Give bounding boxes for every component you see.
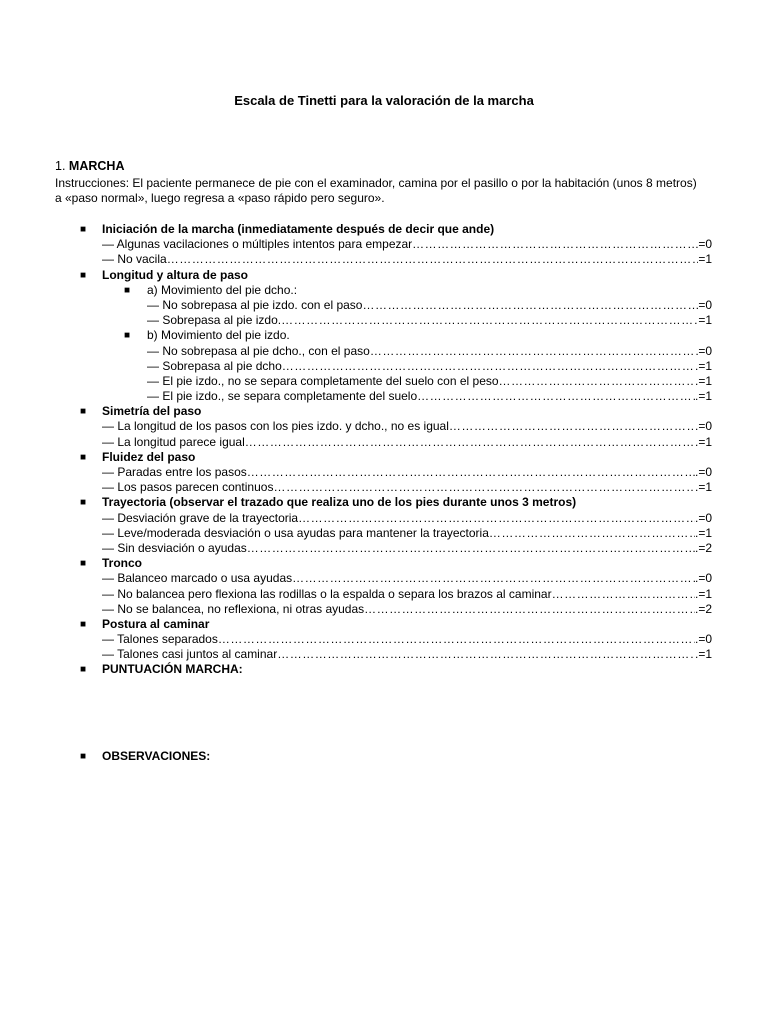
- list-item: [0, 495, 768, 556]
- row-label: — Talones casi juntos al caminar: [102, 647, 278, 662]
- section-name: MARCHA: [68, 159, 125, 173]
- row-label: — No balancea pero flexiona las rodillas o la espalda o separa los brazos al caminar: [102, 586, 552, 601]
- score-row: [102, 541, 712, 556]
- row-score: .=2: [694, 601, 712, 616]
- bullet-icon: ■: [124, 330, 131, 342]
- leader-dots: [167, 252, 699, 267]
- list-item: [0, 662, 768, 677]
- row-score: =0: [698, 297, 712, 312]
- section-heading: [55, 159, 124, 174]
- row-label: — El pie izdo., no se separa completamente del suelo con el peso: [147, 373, 499, 388]
- leader-dots: [247, 465, 695, 480]
- row-score: .=0: [694, 510, 712, 525]
- bullet-icon: ■: [80, 618, 87, 630]
- leader-dots: [298, 511, 695, 526]
- score-row: [102, 602, 712, 617]
- row-label: — Paradas entre los pasos: [102, 465, 247, 479]
- row-score: .=0: [694, 419, 712, 434]
- row-score: .=2: [694, 540, 712, 555]
- item-title: Simetría del paso: [102, 404, 202, 419]
- bullet-icon: ■: [80, 406, 87, 418]
- score-row: [102, 571, 712, 586]
- row-score: .=0: [694, 632, 712, 647]
- row-label: — La longitud de los pasos con los pies izdo. y dcho., no es igual: [102, 419, 449, 434]
- row-score: .=1: [694, 480, 712, 495]
- leader-dots: [362, 298, 698, 313]
- row-label: — Balanceo marcado o usa ayudas: [102, 571, 293, 586]
- row-label: — El pie izdo., se separa completamente del suelo: [147, 389, 418, 404]
- score-row: [102, 647, 712, 662]
- row-label: — Los pasos parecen continuos: [102, 480, 274, 495]
- row-score: .=1: [694, 525, 712, 540]
- score-row: [102, 252, 712, 267]
- item-list: [0, 222, 768, 678]
- row-score: .=1: [694, 586, 712, 601]
- list-item: [0, 617, 768, 663]
- row-label: — Sin desviación o ayudas: [102, 540, 247, 555]
- row-label: — No se balancea, no reflexiona, ni otras ayudas: [102, 601, 365, 616]
- row-score: .=0: [694, 571, 712, 586]
- leader-dots: [292, 571, 695, 586]
- row-label: — Sobrepasa al pie dcho: [147, 358, 282, 373]
- row-score: .=1: [694, 647, 712, 662]
- row-score: .=1: [694, 373, 712, 388]
- row-label: — Sobrepasa al pie izdo.: [147, 313, 282, 328]
- list-item: [0, 404, 768, 450]
- bullet-icon: ■: [124, 284, 131, 296]
- leader-dots: [218, 632, 695, 647]
- leader-dots: [247, 541, 695, 556]
- score-row: [102, 587, 712, 602]
- subitem-title: a) Movimiento del pie dcho.:: [147, 282, 298, 297]
- item-title: Postura al caminar: [102, 616, 210, 631]
- row-label: — No sobrepasa al pie izdo. con el paso: [147, 297, 363, 312]
- score-row: [102, 480, 712, 495]
- score-row: [102, 465, 712, 480]
- bullet-icon: ■: [80, 451, 87, 463]
- row-score: .=1: [694, 358, 712, 373]
- sub-list-item: [102, 328, 768, 404]
- leader-dots: [489, 526, 695, 541]
- list-item: [0, 450, 768, 496]
- score-row: [147, 359, 712, 374]
- score-row: [102, 435, 712, 450]
- leader-dots: [277, 647, 695, 662]
- bullet-icon: ■: [80, 558, 87, 570]
- leader-dots: [281, 313, 698, 328]
- leader-dots: [282, 359, 695, 374]
- list-item: [0, 749, 768, 764]
- score-row: [102, 511, 712, 526]
- row-label: — La longitud parece igual: [102, 434, 245, 449]
- leader-dots: [370, 344, 699, 359]
- bullet-icon: ■: [80, 664, 87, 676]
- section-instructions: Instrucciones: El paciente permanece de pie con el examinador, camina por el pasillo o por la habitación (unos 8 metros) a «paso normal», luego regresa a «paso rápido pero seguro».: [55, 176, 697, 206]
- sub-list-item: [102, 283, 768, 329]
- bullet-icon: ■: [80, 224, 87, 235]
- row-label: — Algunas vacilaciones o múltiples intentos para empezar: [102, 237, 413, 252]
- score-row: [147, 298, 712, 313]
- subitem-title: b) Movimiento del pie izdo.: [147, 328, 290, 343]
- row-score: =1: [698, 252, 712, 267]
- leader-dots: [499, 374, 695, 389]
- item-title: Fluidez del paso: [102, 449, 196, 464]
- row-label: — Talones separados: [102, 632, 218, 647]
- item-title: Trayectoria (observar el trazado que realiza uno de los pies durante unos 3 metros): [102, 495, 577, 510]
- item-title: Tronco: [102, 556, 143, 571]
- row-score: =0: [698, 343, 712, 358]
- row-label: — No sobrepasa al pie dcho., con el paso: [147, 343, 370, 358]
- leader-dots: [364, 602, 695, 617]
- row-label: — No vacila: [102, 252, 167, 267]
- row-score: =1: [698, 313, 712, 328]
- page-title: Escala de Tinetti para la valoración de la marcha: [234, 93, 534, 108]
- leader-dots: [417, 389, 695, 404]
- row-label: — Desviación grave de la trayectoria: [102, 510, 299, 525]
- row-label: — Leve/moderada desviación o usa ayudas para mantener la trayectoria: [102, 525, 489, 540]
- leader-dots: [273, 480, 695, 495]
- leader-dots: [552, 587, 695, 602]
- item-title: Longitud y altura de paso: [102, 267, 249, 282]
- score-row: [147, 344, 712, 359]
- puntuacion-marcha-label: PUNTUACIÓN MARCHA:: [102, 662, 243, 677]
- row-score: .=1: [694, 389, 712, 404]
- observaciones-label: OBSERVACIONES:: [102, 749, 211, 763]
- row-score: =0: [698, 237, 712, 252]
- score-row: [102, 237, 712, 252]
- score-row: [147, 389, 712, 404]
- score-row: [102, 419, 712, 434]
- bullet-icon: ■: [80, 269, 87, 281]
- score-row: [147, 313, 712, 328]
- bullet-icon: ■: [80, 751, 87, 762]
- score-row: [102, 632, 712, 647]
- leader-dots: [412, 237, 698, 252]
- list-item: [0, 556, 768, 617]
- item-title: Iniciación de la marcha (inmediatamente después de decir que ande): [102, 222, 495, 236]
- bullet-icon: ■: [80, 497, 87, 509]
- section-number: 1.: [55, 159, 66, 173]
- observaciones-section: [0, 749, 768, 764]
- score-row: [147, 374, 712, 389]
- row-score: .=1: [694, 434, 712, 449]
- leader-dots: [245, 435, 695, 450]
- list-item: [0, 268, 768, 405]
- leader-dots: [449, 419, 695, 434]
- list-item: [0, 222, 768, 268]
- score-row: [102, 526, 712, 541]
- row-score: .=0: [694, 465, 712, 479]
